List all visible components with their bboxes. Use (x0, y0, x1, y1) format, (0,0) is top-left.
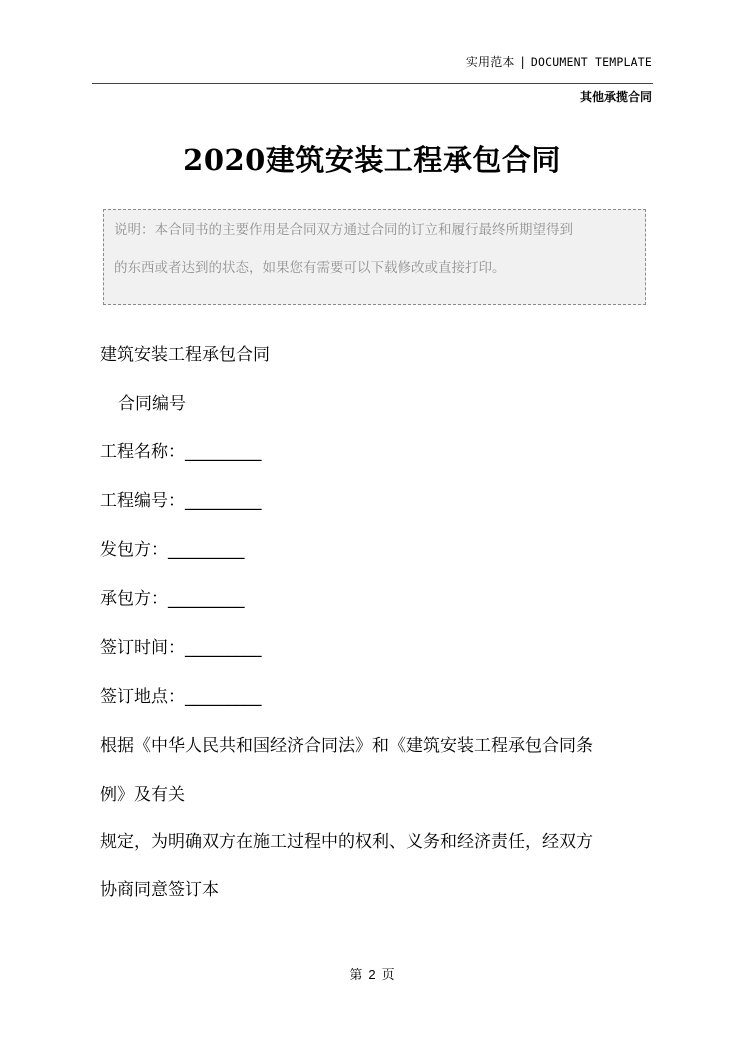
notice-line-1: 说明：本合同书的主要作用是合同双方通过合同的订立和履行最终所期望得到 (114, 222, 573, 238)
field-label: 签订时间： (100, 638, 185, 658)
page-suffix: 页 (381, 968, 395, 983)
page-prefix: 第 (349, 968, 363, 983)
notice-box (103, 209, 646, 305)
document-title: 2020建筑安装工程承包合同 (183, 143, 561, 177)
header-category: 其他承揽合同 (579, 90, 652, 104)
brand-separator: | (520, 55, 525, 69)
field-signing-date (100, 636, 262, 660)
field-employer (100, 538, 245, 562)
paragraph-2-line-1: 规定，为明确双方在施工过程中的权利、义务和经济责任，经双方 (100, 832, 593, 852)
field-label: 签订地点： (100, 687, 185, 707)
field-blank: _________ (168, 540, 245, 560)
field-project-number (100, 489, 262, 513)
page-number: 2 (368, 967, 376, 982)
field-contractor (100, 587, 245, 611)
notice-line-2: 的东西或者达到的状态，如果您有需要可以下载修改或直接打印。 (114, 260, 506, 276)
field-label: 发包方： (100, 540, 168, 560)
brand-en: DOCUMENT TEMPLATE (530, 55, 652, 69)
paragraph-2-line-2: 协商同意签订本 (100, 880, 219, 900)
brand-cn: 实用范本 (465, 55, 515, 69)
field-blank: _________ (185, 442, 262, 462)
field-blank: _________ (185, 491, 262, 511)
field-blank: _________ (185, 638, 262, 658)
contract-number-label: 合同编号 (118, 394, 186, 414)
field-label: 工程编号： (100, 491, 185, 511)
field-project-name (100, 440, 262, 464)
header-brand (466, 53, 652, 70)
paragraph-1-line-1: 根据《中华人民共和国经济合同法》和《建筑安装工程承包合同条 (100, 736, 593, 756)
page-footer (0, 964, 744, 983)
field-signing-place (100, 685, 262, 709)
field-label: 工程名称： (100, 442, 185, 462)
field-blank: _________ (168, 589, 245, 609)
field-label: 承包方： (100, 589, 168, 609)
field-blank: _________ (185, 687, 262, 707)
contract-heading: 建筑安装工程承包合同 (100, 345, 270, 365)
paragraph-1-line-2: 例》及有关 (100, 785, 185, 805)
header-divider (92, 83, 653, 84)
